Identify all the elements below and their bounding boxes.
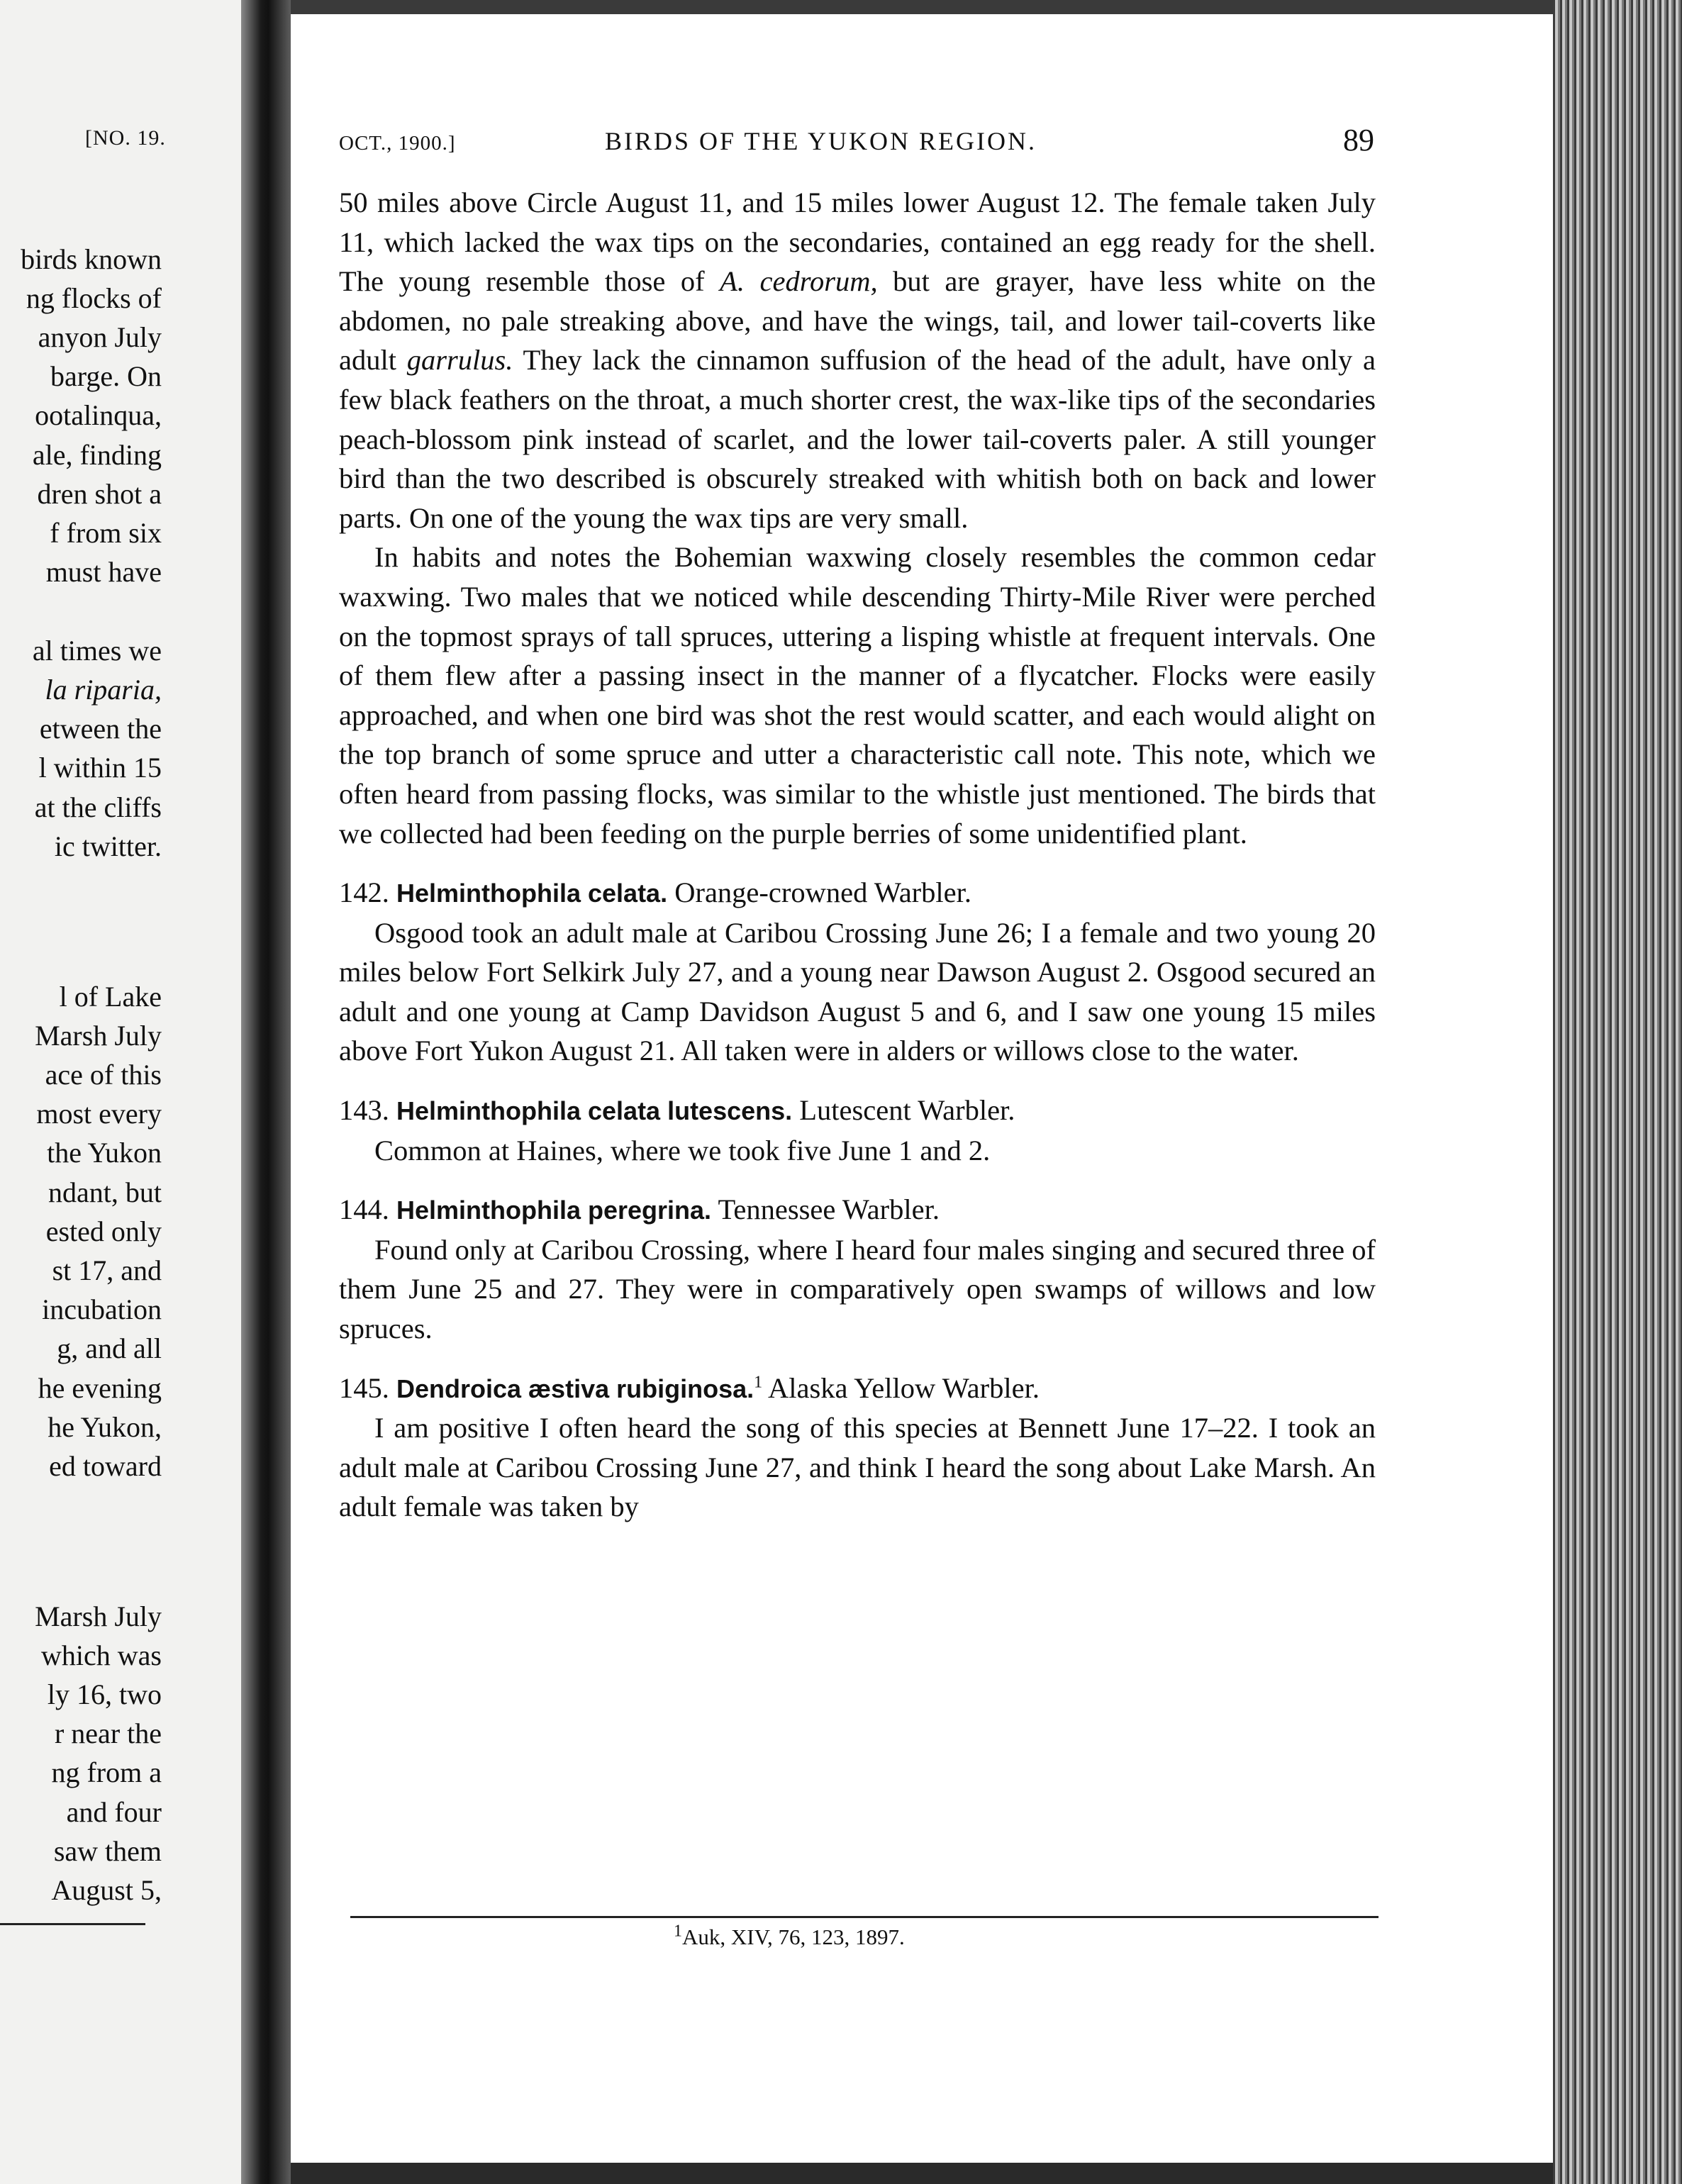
species-text-142: Osgood took an adult male at Caribou Crossing June 26; I a female and two young 20 miles below Fort Selkirk July 27, and a young near Dawson August 2. Osgood secured an adult and one young at Camp Davidson August 5 and 6, and I saw one young 15 miles above Fort Yukon August 21. All taken were in alders or willows close to the water. [339,916,1376,1067]
paragraph-habits: In habits and notes the Bohemian waxwing closely resembles the common cedar waxwing. Two males that we noticed while descending Thirty-Mile River were perched on the topmost sprays of tall spruces, uttering a lisping whistle at frequent intervals. One of them flew after a passing insect in the manner of a flycatcher. Flocks were easily approached, and when one bird was shot the rest would scatter, and each would alight on the top branch of some spruce and utter a characteristic call note. This note, which we often heard from passing flocks, was similar to the whistle just mentioned. The birds that we collected had been feeding on the purple berries of some unidentified plant. [339,541,1376,849]
left-page-line: Marsh July [35,1600,162,1632]
left-page-line: dren shot a [37,478,162,510]
species-text-144: Found only at Caribou Crossing, where I heard four males singing and secured three of them June 25 and 27. They were in comparatively open swamps of willows and low spruces. [339,1233,1376,1345]
left-page-line: must have [45,556,162,588]
left-page-line: at the cliffs [34,791,162,823]
book-gutter [241,0,291,2184]
species-heading-144: 144. Helminthophila peregrina. Tennessee Warbler. [339,1193,940,1226]
running-head [339,123,1374,162]
page-number: 89 [1343,123,1374,157]
left-page-line: anyon July [38,321,162,353]
left-page-line: g, and all [57,1332,162,1364]
left-footnote-rule [0,1923,145,1925]
left-page-header: [NO. 19. [85,126,166,150]
left-page-line: r near the [54,1717,162,1749]
left-page-line: barge. On [50,360,162,392]
page-top-shadow [291,0,1553,14]
left-page-line: incubation [42,1293,162,1325]
left-page-line: l of Lake [59,981,162,1013]
left-page-line: ale, finding [32,439,162,471]
left-page-line: and four [66,1796,162,1828]
page-edges [1553,0,1682,2184]
left-page-line: ng flocks of [26,282,162,314]
left-page-line: August 5, [51,1874,162,1906]
left-page-line: ndant, but [48,1176,162,1208]
left-page-line: etween the [39,713,162,745]
left-page-line: ly 16, two [47,1678,162,1710]
header-date: OCT., 1900.] [339,132,456,155]
left-page-line: which was [41,1639,162,1671]
left-page-line: he Yukon, [48,1411,162,1443]
left-page-line: birds known [21,243,162,275]
left-page-line: ed toward [49,1450,162,1482]
left-page-line: ic twitter. [54,830,162,862]
species-text-145: I am positive I often heard the song of this species at Bennett June 17–22. I took an adult male at Caribou Crossing June 27, and think I heard the song about Lake Marsh. An adult female was taken by [339,1412,1376,1523]
species-heading-142: 142. Helminthophila celata. Orange-crowned Warbler. [339,876,972,909]
page-bottom-shadow [291,2163,1553,2184]
left-page-line: ng from a [51,1756,162,1788]
left-page-line: f from six [50,517,162,549]
left-page-line: st 17, and [52,1254,162,1286]
left-page-line: ootalinqua, [35,399,162,431]
left-page-line: Marsh July [35,1020,162,1052]
left-page-line: he evening [38,1372,162,1404]
footnote-marker: 1 [754,1373,763,1392]
species-text-143: Common at Haines, where we took five June 1 and 2. [374,1134,991,1166]
footnote: $^1$Auk, XIV, 76, 123, 1897. [674,1922,905,1949]
body-text [339,183,1376,1527]
left-facing-page [0,0,241,2184]
left-page-line: al times we [32,635,162,667]
paragraph-continued: 50 miles above Circle August 11, and 15 miles lower August 12. The female taken July 11, which lacked the wax tips on the secondaries, contained an egg ready for the shell. The young resemble those of A. cedrorum, but are grayer, have less white on the abdomen, no pale streaking above, and have the wings, tail, and lower tail-coverts like adult garrulus. They lack the cinnamon suffusion of the head of the adult, have only a few black feathers on the throat, a much shorter crest, the wax-like tips of the secondaries peach-blossom pink instead of scarlet, and the lower tail-coverts paler. A still younger bird than the two described is obscurely streaked with whitish both on back and lower parts. On one of the young the wax tips are very small. [339,186,1376,534]
header-title: BIRDS OF THE YUKON REGION. [605,127,1037,155]
left-page-line: la riparia, [45,674,162,706]
species-heading-143: 143. Helminthophila celata lutescens. Lutescent Warbler. [339,1094,1015,1127]
left-page-line: saw them [53,1835,162,1867]
left-page-line: ace of this [45,1059,162,1091]
species-heading-145: 145. Dendroica æstiva rubiginosa.$^1$ Alaska Yellow Warbler. [339,1371,1040,1404]
left-page-line: l within 15 [38,752,162,784]
left-page-line: most every [36,1098,162,1130]
left-page-line: ested only [45,1215,162,1247]
footnote-rule [350,1916,1379,1918]
left-page-line: the Yukon [47,1137,162,1169]
